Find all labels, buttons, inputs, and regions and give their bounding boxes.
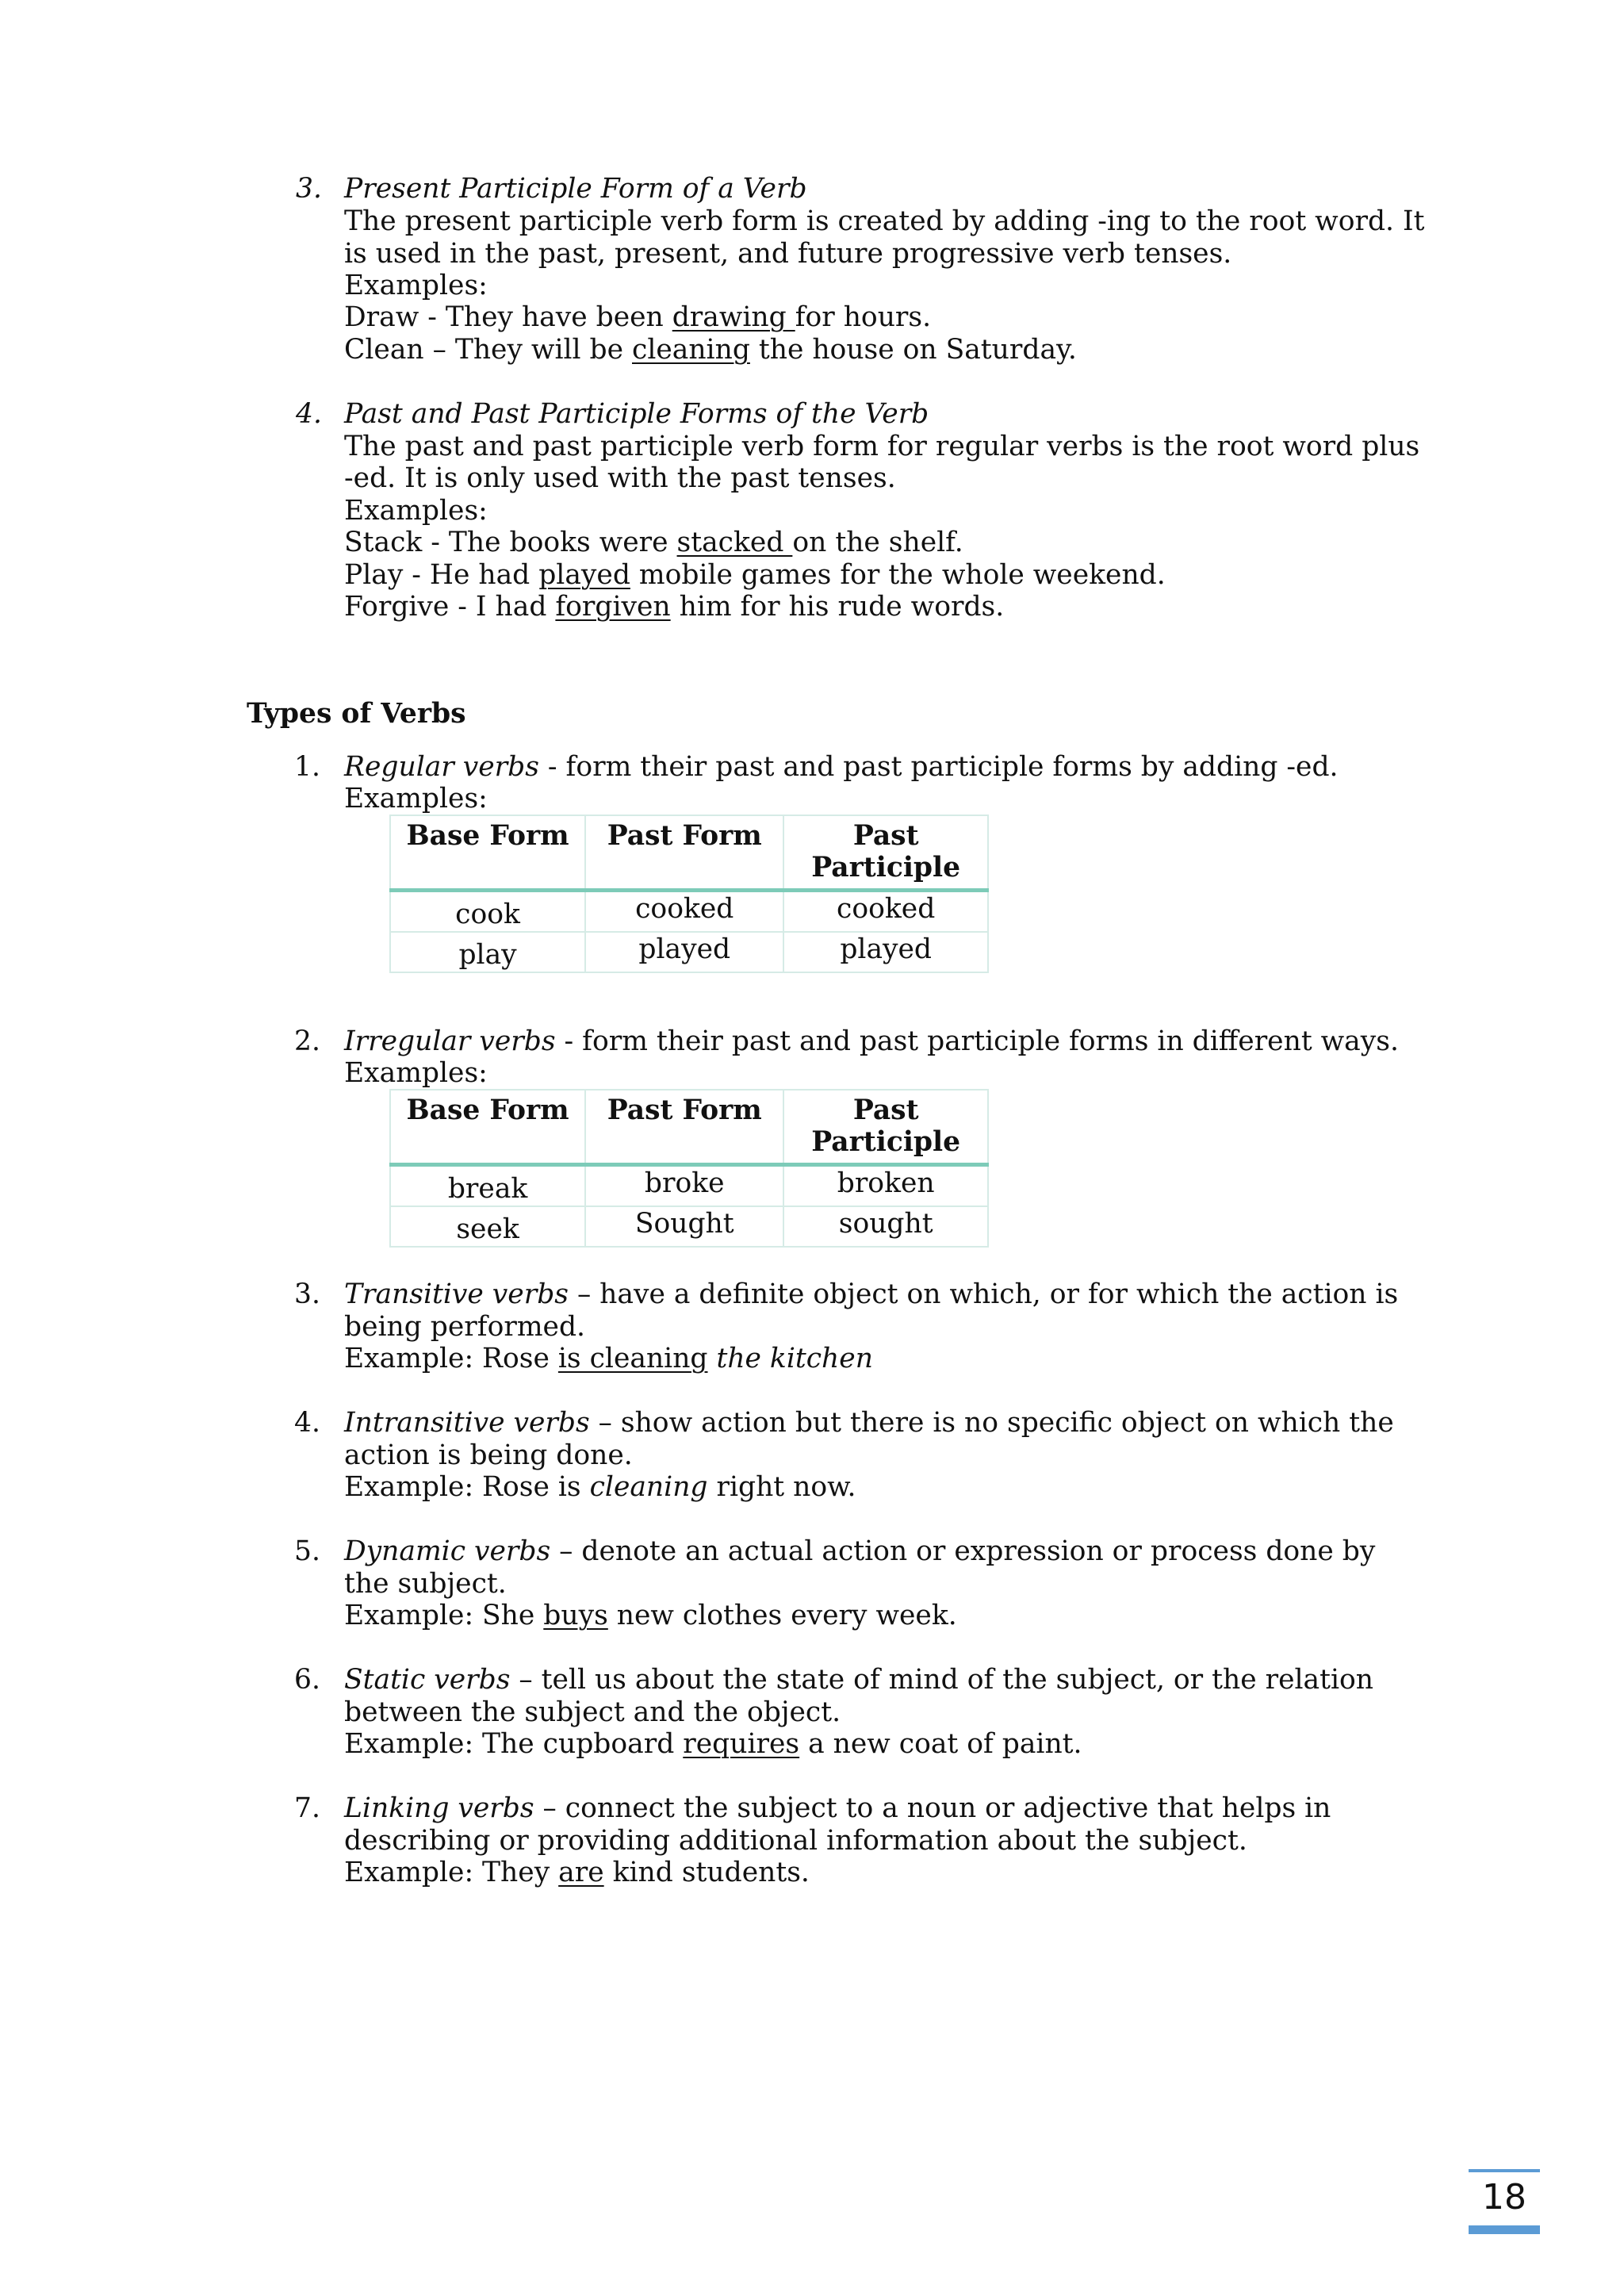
examples-label: Examples: [344,1057,488,1089]
type-definition: Transitive verbs – have a definite object on which, or for which the action is [344,1278,1399,1310]
table-cell: cooked [585,891,783,933]
item-title: Past and Past Participle Forms of the Verb [344,398,929,430]
table-row [390,1165,988,1207]
type-definition: Linking verbs – connect the subject to a noun or adjective that helps in [344,1792,1331,1824]
example-line: Draw - They have been drawing for hours. [344,301,932,333]
table-cell: sought [783,1206,988,1247]
list-number: 3. [294,1278,320,1310]
column-header: Past Form [585,815,783,891]
page-number: 18 [1482,2177,1526,2217]
table-cell: broke [585,1165,783,1207]
examples-label: Examples: [344,270,488,301]
paragraph-line: The present participle verb form is created by adding -ing to the root word. It [344,205,1425,237]
table-cell: cook [390,891,585,933]
list-number: 1. [294,751,320,783]
table-cell: played [585,932,783,972]
column-header: Base Form [390,815,585,891]
table-cell: played [783,932,988,972]
irregular-verbs-table [389,1089,989,1248]
list-number: 2. [294,1025,320,1057]
table-cell: break [390,1165,585,1207]
column-header: Past Participle [783,1090,988,1165]
table-cell: Sought [585,1206,783,1247]
list-number: 7. [294,1792,320,1824]
table-cell: cooked [783,891,988,933]
regular-verbs-table [389,815,989,973]
paragraph-line: action is being done. [344,1439,633,1471]
type-definition: Regular verbs - form their past and past participle forms by adding -ed. [344,751,1339,783]
example-line: Example: Rose is cleaning right now. [344,1471,856,1503]
example-line: Example: They are kind students. [344,1857,810,1888]
table-row [390,1206,988,1247]
column-header: Past Form [585,1090,783,1165]
page-number-bottom-bar [1469,2225,1540,2234]
type-definition: Static verbs – tell us about the state of mind of the subject, or the relation [344,1664,1374,1696]
item-title: Present Participle Form of a Verb [344,173,807,205]
example-line: Stack - The books were stacked on the shelf. [344,527,963,558]
paragraph-line: between the subject and the object. [344,1696,841,1728]
example-line: Clean – They will be cleaning the house on Saturday. [344,334,1077,366]
paragraph-line: is used in the past, present, and future progressive verb tenses. [344,238,1232,270]
list-number: 3. [296,173,322,205]
paragraph-line: -ed. It is only used with the past tenses. [344,462,896,494]
example-line: Example: Rose is cleaning the kitchen [344,1343,873,1374]
paragraph-line: The past and past participle verb form for regular verbs is the root word plus [344,431,1420,462]
table-cell: broken [783,1165,988,1207]
type-definition: Dynamic verbs – denote an actual action or expression or process done by [344,1535,1376,1567]
list-number: 4. [296,398,322,430]
examples-label: Examples: [344,783,488,815]
column-header: Base Form [390,1090,585,1165]
list-number: 4. [294,1407,320,1439]
table-row [390,891,988,933]
type-definition: Intransitive verbs – show action but there is no specific object on which the [344,1407,1394,1439]
example-line: Example: The cupboard requires a new coat of paint. [344,1728,1082,1760]
table-cell: play [390,932,585,972]
table-cell: seek [390,1206,585,1247]
examples-label: Examples: [344,495,488,527]
list-number: 6. [294,1664,320,1696]
page-number-top-rule [1469,2169,1540,2172]
table-row [390,932,988,972]
example-line: Play - He had played mobile games for the whole weekend. [344,559,1166,591]
example-line: Example: She buys new clothes every week. [344,1600,957,1631]
paragraph-line: being performed. [344,1311,586,1343]
paragraph-line: the subject. [344,1568,507,1600]
list-number: 5. [294,1535,320,1567]
section-heading: Types of Verbs [247,698,466,730]
column-header: Past Participle [783,815,988,891]
type-definition: Irregular verbs - form their past and past participle forms in different ways. [344,1025,1399,1057]
example-line: Forgive - I had forgiven him for his rude words. [344,591,1005,623]
paragraph-line: describing or providing additional information about the subject. [344,1825,1247,1857]
